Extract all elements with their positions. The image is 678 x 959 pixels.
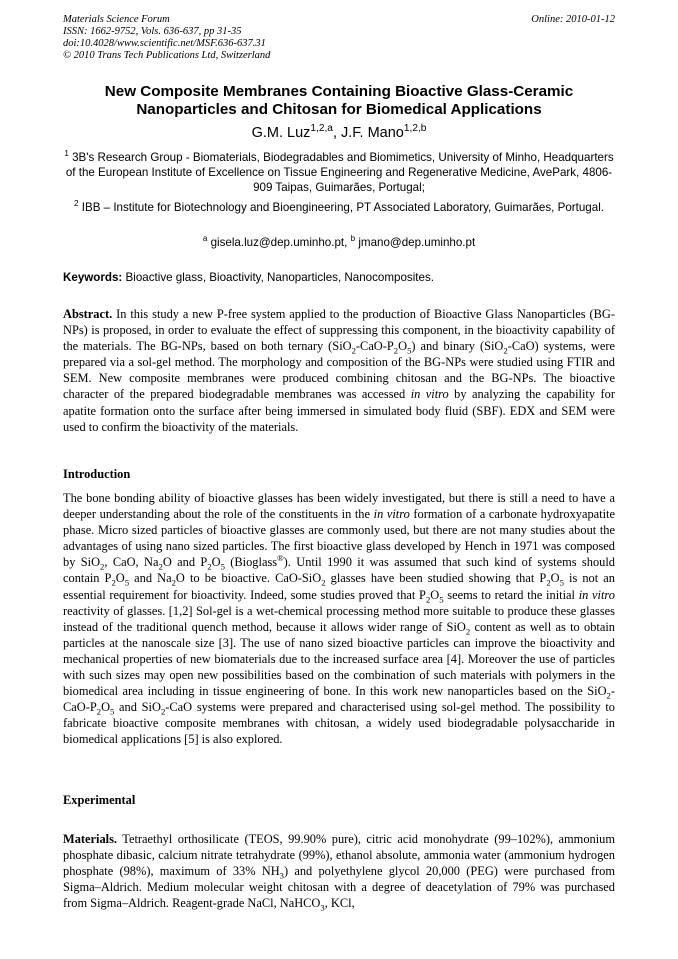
subscript: 3 bbox=[320, 902, 325, 913]
author-1-affil: 1,2,a bbox=[310, 123, 333, 135]
subscript: 2 bbox=[321, 577, 326, 588]
issn-line: ISSN: 1662-9752, Vols. 636-637, pp 31-35 bbox=[63, 26, 242, 37]
introduction-paragraph bbox=[63, 490, 615, 748]
affiliation-2 bbox=[63, 200, 615, 215]
intro-text: O to be bioactive. CaO-SiO bbox=[175, 571, 322, 586]
affiliation-1-number: 1 bbox=[64, 149, 69, 159]
subscript: 2 bbox=[96, 706, 102, 717]
abstract-text: by analyzing the capability for apatite formation onto the surface after being immersed in simulated body fluid (SBF). EDX and SEM were used to confirm the bioactivity of the materials. bbox=[63, 387, 615, 434]
subscript: 2 bbox=[425, 594, 431, 605]
title-line-1: New Composite Membranes Containing Bioactive Glass-Ceramic bbox=[104, 83, 574, 100]
subscript: 2 bbox=[158, 561, 163, 572]
materials-text: , KCl, bbox=[324, 896, 355, 911]
online-date: Online: 2010-01-12 bbox=[531, 14, 615, 25]
intro-text: (Bioglass bbox=[224, 555, 278, 570]
abstract-text: In this study a new P-free system applied to the production of Bioactive Glass Nanoparticles (BG-NPs) is proposed, in order to evaluate the effect of suppressing this component, in the bioactivity capability of the materials. The BG-NPs, based on both ternary (SiO bbox=[63, 307, 615, 354]
subscript: 5 bbox=[220, 561, 225, 572]
intro-text: - CaO-P bbox=[63, 684, 615, 715]
materials-text: Tetraethyl orthosilicate (TEOS, 99.90% pure), citric acid monohydrate (99–102%), ammonium phosphate dibasic, calcium nitrate tetrahydrate (99%), ethanol absolute, ammonia water (ammonium hydrogen phosphate (98%), maximum of 33% NH bbox=[63, 832, 615, 879]
keywords-text: Bioactive glass, Bioactivity, Nanoparticles, Nanocomposites. bbox=[125, 271, 434, 284]
subscript: 2 bbox=[606, 690, 611, 701]
intro-text: and SiO bbox=[114, 700, 161, 715]
paper-title bbox=[63, 83, 615, 119]
intro-italic: in vitro bbox=[373, 507, 410, 522]
intro-text: The bone bonding ability of bioactive glasses has been widely investigated, but there is still a need to have a deeper understanding about the role of the constituents in the bbox=[63, 491, 615, 522]
email-b[interactable]: jmano@dep.uminho.pt bbox=[358, 236, 476, 249]
intro-italic: in vitro bbox=[578, 587, 615, 602]
subscript: 5 bbox=[110, 706, 115, 717]
materials-text: ) and polyethylene glycol 20,000 (PEG) were purchased from Sigma–Aldrich. Medium molecular weight chitosan with a degree of deacetylation of 79% was purchased from Sigma–Aldrich. Reagent-grade NaCl, NaHCO bbox=[63, 864, 616, 911]
introduction-heading: Introduction bbox=[63, 467, 131, 481]
materials-label: Materials. bbox=[63, 832, 118, 846]
subscript: 3 bbox=[279, 870, 284, 881]
intro-text: ). Until 1990 it was assumed that such kind of systems should contain P bbox=[63, 555, 615, 586]
abstract-paragraph bbox=[63, 306, 615, 435]
abstract-italic: in vitro bbox=[410, 387, 449, 402]
intro-text: reactivity of glasses. [1,2] Sol-gel is a wet-chemical processing method more suitable to produce these glasses instead of the traditional quench method, because it allows wider range of SiO bbox=[63, 603, 615, 634]
subscript: 2 bbox=[207, 561, 212, 572]
doi-line: doi:10.4028/www.scientific.net/MSF.636-637.31 bbox=[63, 38, 266, 49]
abstract-text: O bbox=[398, 339, 408, 354]
subscript: 2 bbox=[111, 577, 116, 588]
subscript: 2 bbox=[100, 561, 105, 572]
intro-text: -CaO systems were prepared and characterised using sol-gel method. The possibility to fabricate bioactive composite membranes with chitosan, a widely used biodegradable polysaccharide in biomedical applications [5] is also explored. bbox=[63, 700, 615, 747]
abstract-text: -CaO-P bbox=[355, 339, 394, 354]
intro-text: formation of a carbonate hydroxyapatite phase. Micro sized particles of bioactive glasses are commonly used, but there are not many studies about the advantages of using nano sized particles. The first bioactive glass developed by Hench in 1971 was composed by SiO bbox=[63, 507, 615, 570]
materials-paragraph bbox=[63, 831, 615, 911]
subscript: 5 bbox=[124, 577, 130, 588]
subscript: 5 bbox=[439, 594, 444, 605]
intro-text: content as well as to obtain particles at the nanoscale size [3]. The use of nano sized bioactive particles can improve the bioactivity and mechanical properties of new biomaterials due to the increased surface area [4]. Moreover the use of particles with such sizes may open new possibilities based on the combination of such materials with polymers in the biomedical area including in tissue engineering of bone. In this work new nanoparticles based on the SiO bbox=[63, 619, 615, 699]
email-b-mark: b bbox=[350, 234, 356, 244]
affiliation-1 bbox=[63, 150, 615, 196]
author-2: J.F. Mano bbox=[341, 125, 404, 141]
intro-text: and Na bbox=[129, 571, 172, 586]
intro-text: O bbox=[550, 571, 560, 586]
keywords-label: Keywords: bbox=[63, 271, 123, 284]
intro-text: seems to retard the initial bbox=[443, 587, 575, 602]
subscript: 2 bbox=[171, 577, 176, 588]
subscript: 2 bbox=[465, 626, 471, 637]
journal-name: Materials Science Forum bbox=[63, 14, 170, 25]
intro-text: is not an essential requirement for bioactivity. Indeed, some studies proved that P bbox=[63, 571, 615, 602]
intro-text: O bbox=[115, 571, 125, 586]
intro-text: O bbox=[430, 587, 440, 602]
abstract-text: -CaO) systems, were prepared via a sol-gel method. The morphology and composition of the BG-NPs were studied using FTIR and SEM. New composite membranes were produced combining chitosan and the BG-NPs. The bioactive character of the prepared biodegradable membranes was accessed bbox=[63, 339, 615, 402]
subscript: 2 bbox=[351, 345, 356, 356]
copyright-line: © 2010 Trans Tech Publications Ltd, Switzerland bbox=[63, 50, 271, 61]
author-2-affil: 1,2,b bbox=[403, 123, 427, 135]
author-emails bbox=[63, 235, 615, 250]
intro-text: O bbox=[211, 555, 221, 570]
subscript: 5 bbox=[407, 345, 412, 356]
email-a[interactable]: gisela.luz@dep.uminho.pt, bbox=[210, 236, 348, 249]
intro-text: O and P bbox=[162, 555, 208, 570]
abstract-label: Abstract. bbox=[63, 307, 113, 321]
intro-text: , CaO, Na bbox=[104, 555, 159, 570]
email-a-mark: a bbox=[202, 234, 208, 244]
subscript: 5 bbox=[559, 577, 564, 588]
title-line-2: Nanoparticles and Chitosan for Biomedical Applications bbox=[136, 101, 542, 118]
journal-header bbox=[63, 14, 270, 62]
affiliation-1-text: 3B's Research Group - Biomaterials, Biodegradables and Biomimetics, University of Minho, Headquarters of the European Institute of Excellence on Tissue Engineering and Regenerative Medicine, AvePark, 4806-909 Taipas, Guimarães, Portugal; bbox=[65, 151, 614, 195]
affiliation-2-number: 2 bbox=[74, 199, 79, 209]
author-list bbox=[63, 124, 615, 142]
keywords bbox=[63, 270, 615, 285]
intro-text: O bbox=[101, 700, 111, 715]
registered-mark: ® bbox=[277, 553, 284, 564]
subscript: 2 bbox=[160, 706, 166, 717]
intro-text: glasses have been studied showing that P bbox=[325, 571, 547, 586]
author-sep: , bbox=[332, 125, 342, 141]
affiliation-2-text: IBB – Institute for Biotechnology and Bioengineering, PT Associated Laboratory, Guimarães, Portugal. bbox=[81, 201, 604, 214]
abstract-text: ) and binary (SiO bbox=[411, 339, 504, 354]
subscript: 2 bbox=[503, 345, 508, 356]
subscript: 2 bbox=[546, 577, 551, 588]
experimental-heading: Experimental bbox=[63, 793, 136, 807]
subscript: 2 bbox=[393, 345, 399, 356]
author-1: G.M. Luz bbox=[251, 125, 311, 141]
